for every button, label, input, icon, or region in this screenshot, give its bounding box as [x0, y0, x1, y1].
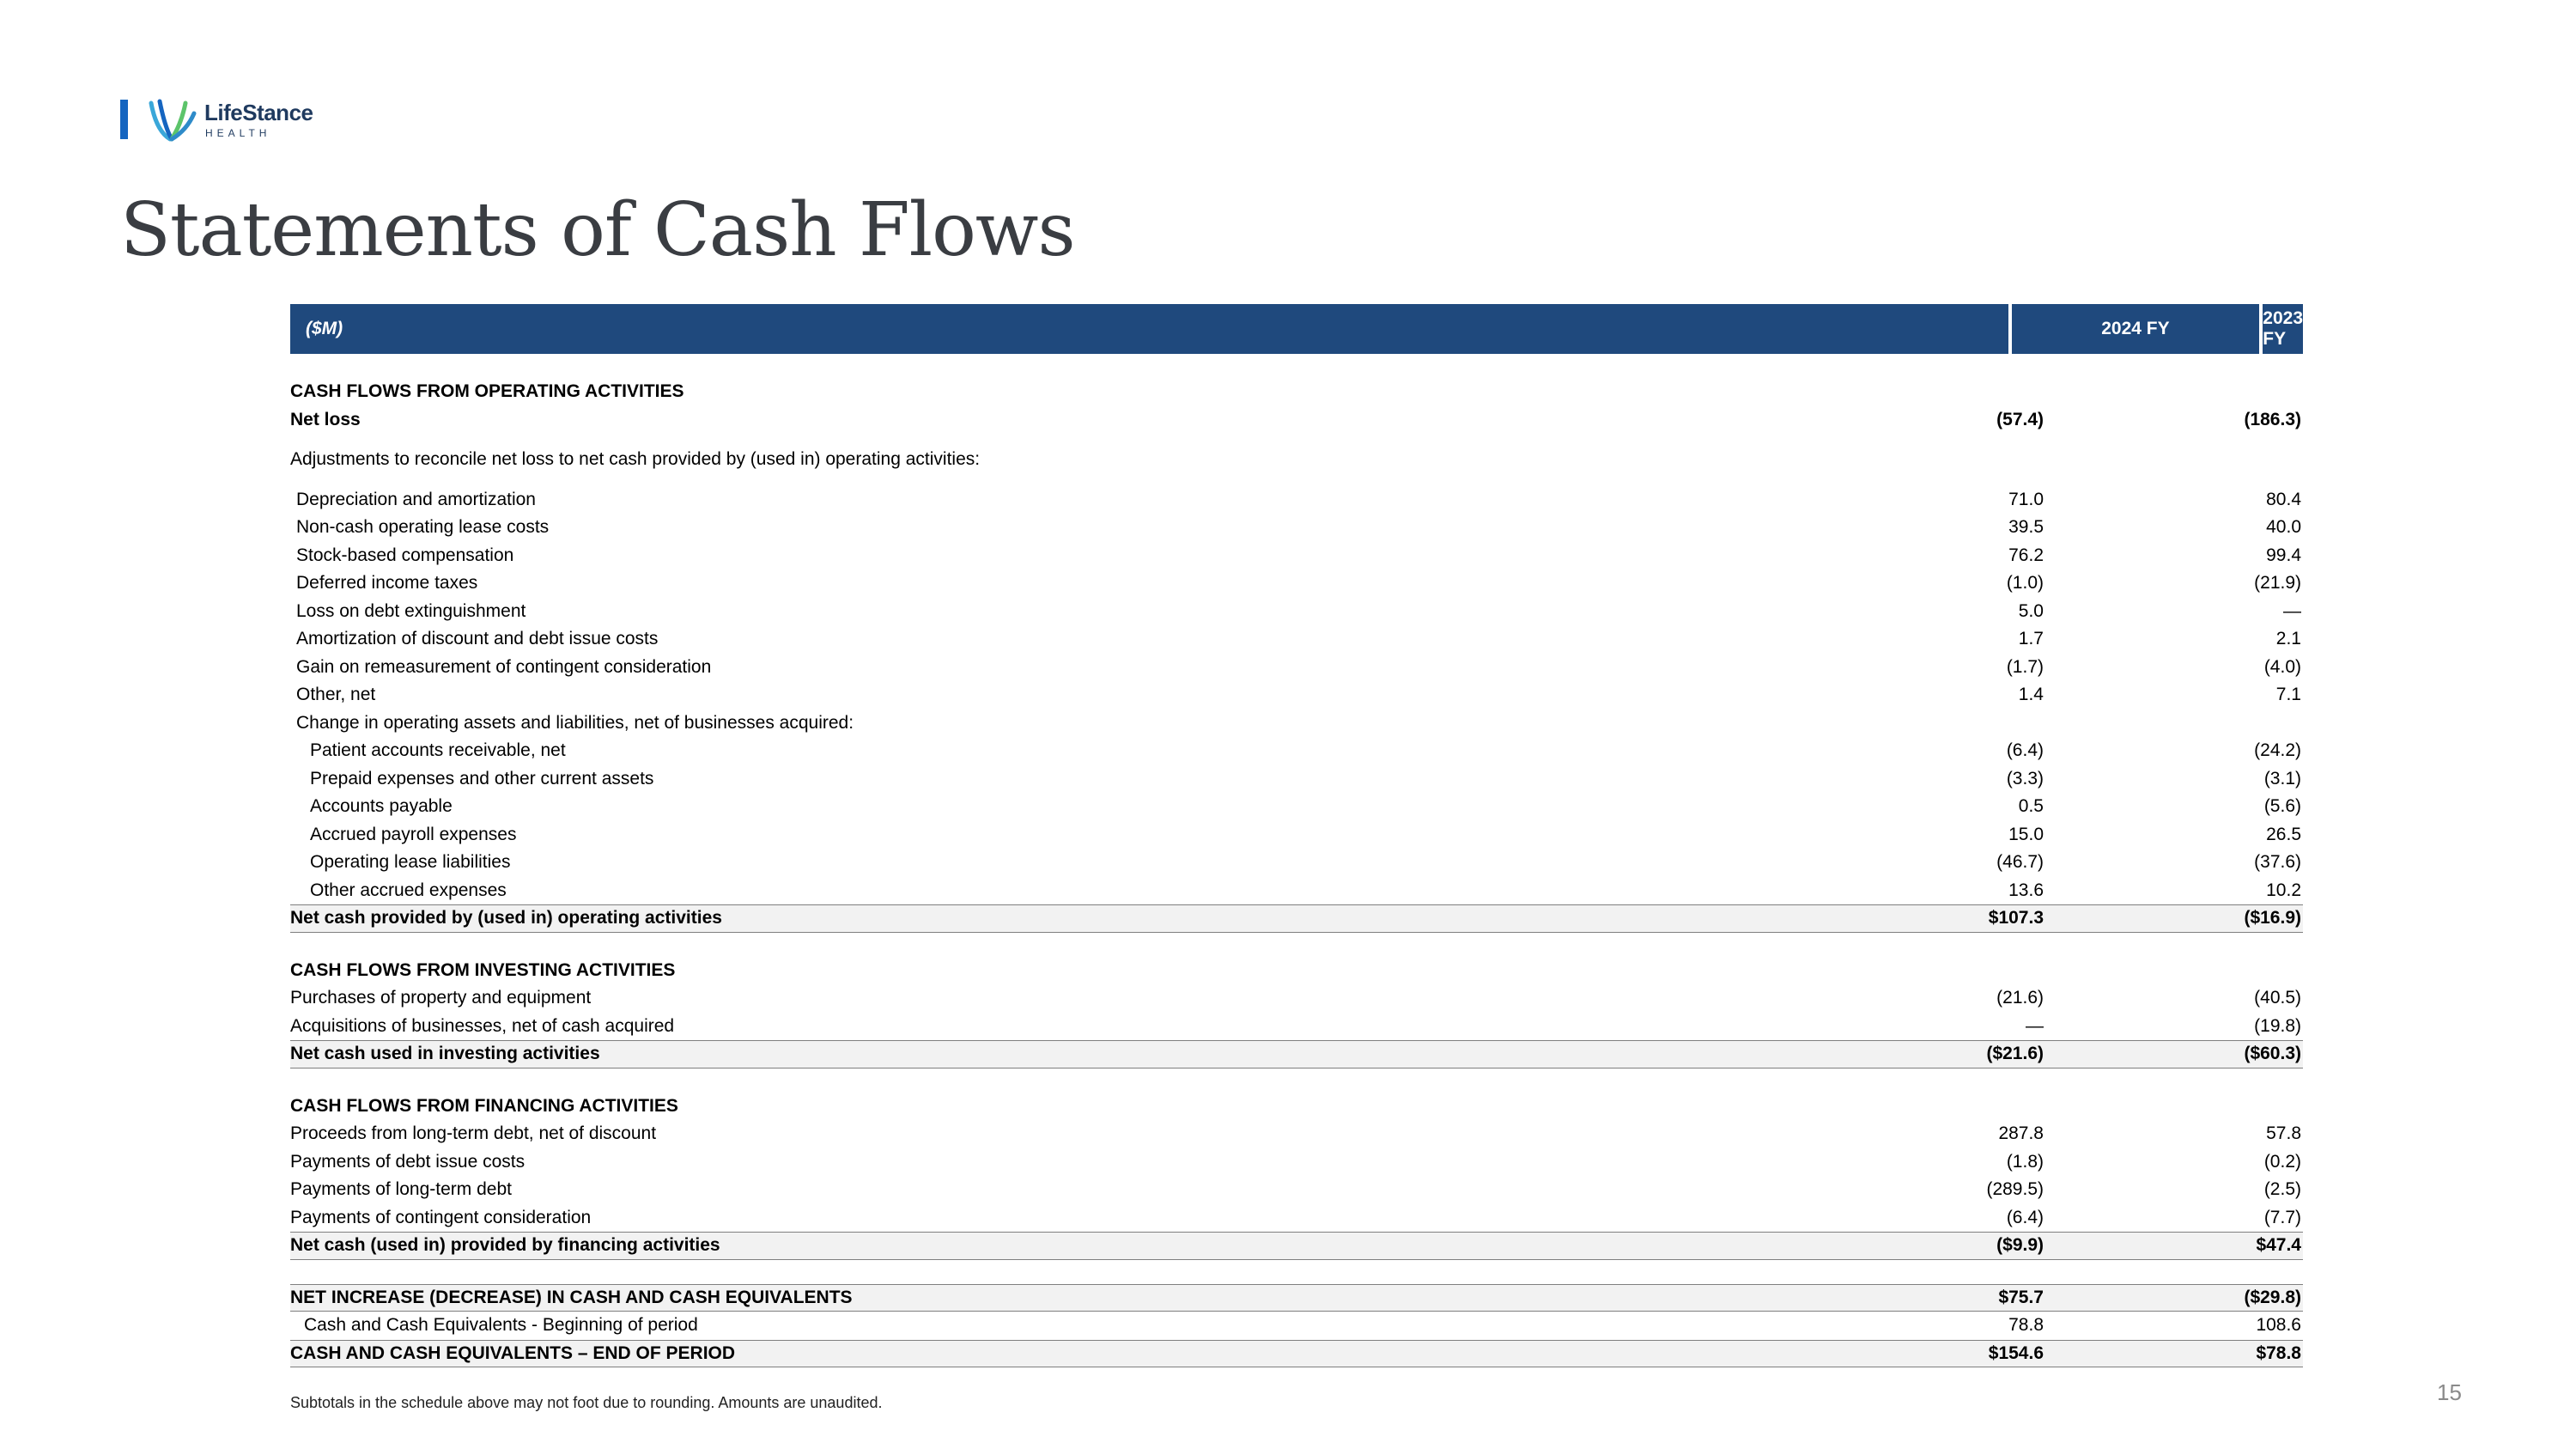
page-title: Statements of Cash Flows: [120, 187, 1075, 273]
header-units: ($M): [290, 304, 2008, 354]
page-number: 15: [2437, 1379, 2462, 1405]
table-header: [290, 304, 2303, 354]
lifestance-logo-icon: [146, 96, 197, 144]
table-row: Loss on debt extinguishment 5.0 —: [296, 600, 2301, 621]
table-row: Proceeds from long-term debt, net of discount 287.8 57.8: [290, 1123, 2301, 1144]
changes-label: Change in operating assets and liabilities, net of businesses acquired:: [296, 712, 854, 733]
table-row: Gain on remeasurement of contingent consideration (1.7) (4.0): [296, 656, 2301, 677]
table-row: Depreciation and amortization 71.0 80.4: [296, 489, 2301, 509]
subtotal-operating: Net cash provided by (used in) operating activities $107.3 ($16.9): [290, 904, 2303, 933]
table-row: Acquisitions of businesses, net of cash acquired — (19.8): [290, 1015, 2301, 1036]
section-title-financing: CASH FLOWS FROM FINANCING ACTIVITIES: [290, 1095, 678, 1116]
table-row: Net loss (57.4) (186.3): [290, 409, 2301, 429]
table-row: Payments of long-term debt (289.5) (2.5): [290, 1179, 2301, 1200]
logo-sub-text: HEALTH: [205, 127, 271, 139]
table-row: Deferred income taxes (1.0) (21.9): [296, 573, 2301, 594]
logo-brand-text: LifeStance: [204, 100, 313, 125]
table-row: Stock-based compensation 76.2 99.4: [296, 545, 2301, 565]
beginning-cash-row: Cash and Cash Equivalents - Beginning of period 78.8 108.6: [304, 1315, 2301, 1336]
footnote: Subtotals in the schedule above may not foot due to rounding. Amounts are unaudited.: [290, 1394, 883, 1411]
table-row: Other accrued expenses 13.6 10.2: [310, 880, 2301, 900]
table-row: Amortization of discount and debt issue costs 1.7 2.1: [296, 629, 2301, 649]
header-2023: 2023 FY: [2263, 304, 2303, 354]
section-title-operating: CASH FLOWS FROM OPERATING ACTIVITIES: [290, 381, 684, 402]
table-row: Other, net 1.4 7.1: [296, 685, 2301, 705]
subtotal-financing: Net cash (used in) provided by financing activities ($9.9) $47.4: [290, 1232, 2303, 1260]
ending-cash-row: CASH AND CASH EQUIVALENTS – END OF PERIOD $154.6 $78.8: [290, 1340, 2303, 1368]
table-row: Accounts payable 0.5 (5.6): [310, 796, 2301, 817]
logo-accent-bar: [120, 100, 128, 139]
table-row: Payments of contingent consideration (6.4) (7.7): [290, 1207, 2301, 1227]
table-row: Operating lease liabilities (46.7) (37.6): [310, 852, 2301, 873]
cash-flow-table: [290, 304, 2303, 1367]
table-row: Patient accounts receivable, net (6.4) (24.2): [310, 740, 2301, 761]
table-row: Non-cash operating lease costs 39.5 40.0: [296, 517, 2301, 538]
subtotal-investing: Net cash used in investing activities ($21.6) ($60.3): [290, 1040, 2303, 1068]
adjustments-label: Adjustments to reconcile net loss to net cash provided by (used in) operating activities:: [290, 449, 981, 470]
net-increase-row: NET INCREASE (DECREASE) IN CASH AND CASH EQUIVALENTS $75.7 ($29.8): [290, 1284, 2303, 1312]
table-row: Prepaid expenses and other current assets (3.3) (3.1): [310, 768, 2301, 788]
header-2024: 2024 FY: [2012, 304, 2260, 354]
section-title-investing: CASH FLOWS FROM INVESTING ACTIVITIES: [290, 959, 676, 980]
company-logo: [120, 94, 326, 146]
table-row: Accrued payroll expenses 15.0 26.5: [310, 824, 2301, 844]
table-row: Payments of debt issue costs (1.8) (0.2): [290, 1151, 2301, 1172]
table-row: Purchases of property and equipment (21.6) (40.5): [290, 988, 2301, 1008]
